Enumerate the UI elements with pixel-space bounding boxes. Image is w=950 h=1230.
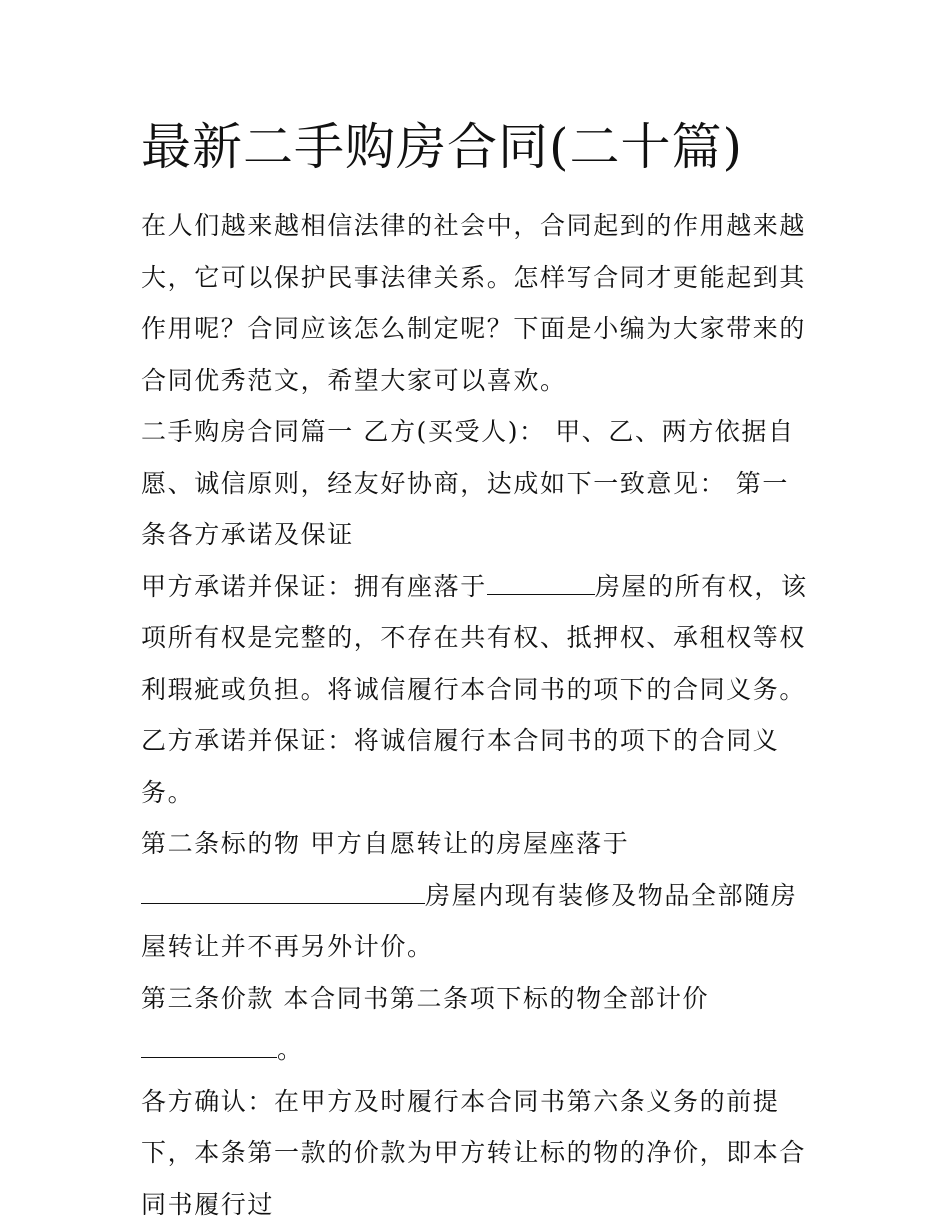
party-a-promise-text-end: 房屋的所有权，该项所有权是完整的，不存在共有权、抵押权、承租权等权利瑕疵或负担。将诚信履行本合同书的项下的合同义务。乙方承诺并保证：将诚信履行本合同书的项下的合同义务。 bbox=[141, 572, 808, 807]
contract-header-paragraph: 二手购房合同篇一 乙方(买受人)： 甲、乙、两方依据自愿、诚信原则，经友好协商，达成如下一致意见： 第一条各方承诺及保证 bbox=[141, 406, 813, 561]
article-three-text-end: 。 bbox=[277, 1035, 304, 1064]
document-page bbox=[141, 112, 813, 1230]
party-a-promise-paragraph bbox=[141, 561, 813, 819]
intro-paragraph: 在人们越来越相信法律的社会中，合同起到的作用越来越大，它可以保护民事法律关系。怎样写合同才更能起到其作用呢？合同应该怎么制定呢？下面是小编为大家带来的合同优秀范文，希望大家可以喜欢。 bbox=[141, 200, 813, 406]
party-a-promise-text-start: 甲方承诺并保证：拥有座落于 bbox=[141, 572, 487, 601]
confirmation-paragraph: 各方确认：在甲方及时履行本合同书第六条义务的前提下，本条第一款的价款为甲方转让标的物的净价，即本合同书履行过 bbox=[141, 1076, 813, 1230]
article-two-text-start: 第二条标的物 甲方自愿转让的房屋座落于 bbox=[141, 829, 629, 858]
property-address-blank bbox=[141, 881, 425, 904]
article-two-paragraph bbox=[141, 818, 813, 973]
article-three-text-start: 第三条价款 本合同书第二条项下标的物全部计价 bbox=[141, 984, 709, 1013]
article-two-text-end: 房屋内现有装修及物品全部随房屋转让并不再另外计价。 bbox=[141, 881, 797, 962]
document-title: 最新二手购房合同(二十篇) bbox=[141, 112, 813, 182]
document-body bbox=[141, 200, 813, 1230]
house-location-blank bbox=[487, 572, 595, 595]
article-three-paragraph bbox=[141, 973, 813, 1076]
price-blank bbox=[141, 1035, 277, 1058]
